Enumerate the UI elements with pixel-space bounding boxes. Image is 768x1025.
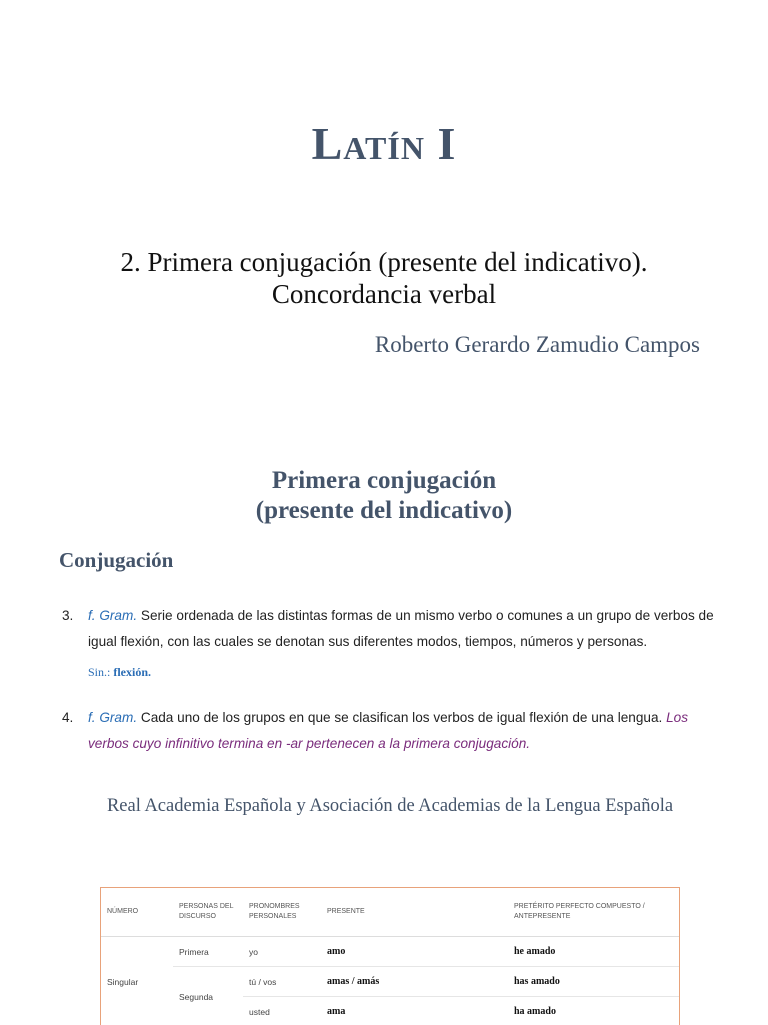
header-pronombres: PRONOMBRES PERSONALES (243, 888, 321, 937)
definition-body (88, 603, 722, 655)
cell-preterito: has amado (508, 967, 679, 997)
synonym-link[interactable]: flexión. (113, 665, 151, 679)
author-name: Roberto Gerardo Zamudio Campos (375, 332, 700, 358)
table-header-row (101, 888, 679, 937)
definition-abbr: f. Gram. (88, 608, 137, 623)
subsection-title: Conjugación (59, 548, 173, 573)
cell-pronombre: yo (243, 937, 321, 967)
header-preterito: PRETÉRITO PERFECTO COMPUESTO / ANTEPRESENTE (508, 888, 679, 937)
cell-pronombre: tú / vos (243, 967, 321, 997)
subtitle-line-2: Concordancia verbal (40, 278, 728, 310)
header-personas: PERSONAS DEL DISCURSO (173, 888, 243, 937)
definition-body (88, 705, 722, 757)
source-citation: Real Academia Española y Asociación de Academias de la Lengua Española (0, 796, 768, 817)
cell-pronombre: usted (243, 997, 321, 1025)
cell-numero: Singular (101, 937, 173, 1025)
cell-presente: ama (321, 997, 508, 1025)
subtitle (40, 246, 728, 310)
conjugation-table (100, 887, 680, 1025)
cell-presente: amo (321, 937, 508, 967)
synonym-line (88, 659, 722, 685)
cell-persona: Primera (173, 937, 243, 967)
cell-persona: Segunda (173, 967, 243, 1025)
section-title-line-2: (presente del indicativo) (0, 496, 768, 526)
page-title: Latín I (0, 112, 768, 176)
definition-example: Los verbos cuyo infinitivo termina en -ar pertenecen a la primera conjugación. (88, 710, 688, 751)
definition-text: Serie ordenada de las distintas formas de un mismo verbo o comunes a un grupo de verbos de igual flexión, con las cuales se denotan sus diferentes modos, tiempos, números y personas. (88, 608, 714, 649)
cell-preterito: he amado (508, 937, 679, 967)
definition-text: Cada uno de los grupos en que se clasifican los verbos de igual flexión de una lengua. (141, 710, 662, 725)
definition-3 (62, 603, 722, 685)
definition-4 (62, 705, 722, 757)
cell-presente: amas / amás (321, 967, 508, 997)
definition-number: 4. (62, 705, 73, 731)
subtitle-line-1: 2. Primera conjugación (presente del indicativo). (40, 246, 728, 278)
definition-number: 3. (62, 603, 73, 629)
table-row (101, 967, 679, 997)
section-title (0, 466, 768, 526)
table-row (101, 937, 679, 967)
header-presente: PRESENTE (321, 888, 508, 937)
synonym-label: Sin.: (88, 665, 110, 679)
cell-preterito: ha amado (508, 997, 679, 1025)
header-numero: NÚMERO (101, 888, 173, 937)
section-title-line-1: Primera conjugación (0, 466, 768, 496)
definition-abbr: f. Gram. (88, 710, 137, 725)
